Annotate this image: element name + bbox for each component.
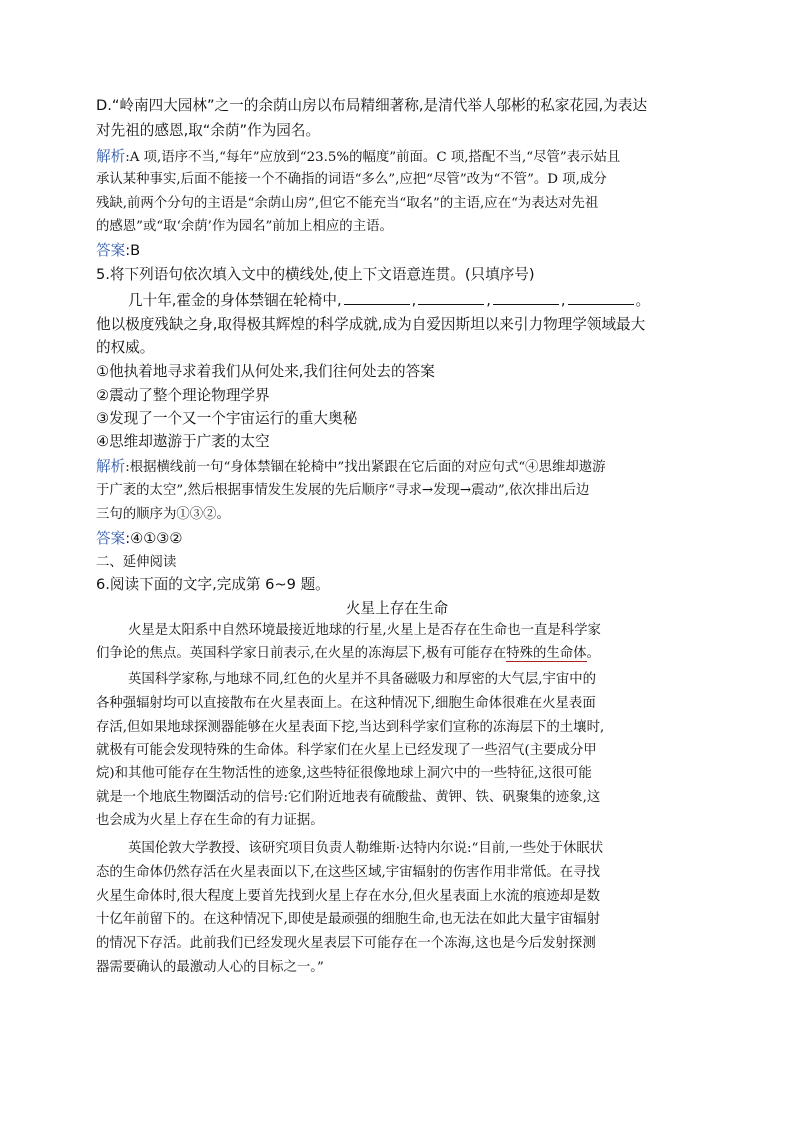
answer-value: :④①③② (125, 530, 183, 547)
article-line: 就是一个地底生物圈活动的信号:它们附近地表有硫酸盐、黄钾、铁、矾聚集的迹象,这 (96, 790, 601, 805)
article-text: 。 (586, 646, 600, 661)
article-line: 就极有可能会发现特殊的生命体。科学家们在火星上已经发现了一些沼气(主要成分甲 (96, 743, 597, 758)
article-line: 存活,但如果地球探测器能够在火星表面下挖,当达到科学家们宣称的冻海层下的土壤时, (96, 720, 605, 735)
separator: , (411, 292, 417, 309)
option-item: ③发现了一个又一个宇宙运行的重大奥秘 (96, 410, 358, 427)
article-line: 的情况下存活。此前我们已经发现火星表层下可能存在一个冻海,这也是今后发射探测 (96, 936, 596, 951)
article-line: 火星生命体时,很大程度上要首先找到火星上存在水分,但火星表面上水流的痕迹却是数 (96, 889, 600, 904)
article-line: 态的生命体仍然存活在火星表面以下,在这些区域,宇宙辐射的伤害作用非常低。在寻找 (96, 865, 600, 880)
analysis-line: 三句的顺序为①③②。 (96, 507, 230, 522)
analysis-label: 解析 (96, 458, 126, 475)
answer-line (96, 529, 182, 549)
analysis-label: 解析 (96, 148, 126, 165)
passage-line (128, 291, 650, 311)
fill-blank (493, 291, 559, 305)
passage-line: 的权威。 (96, 339, 155, 356)
analysis-line: 的感恩”或“取‘余荫’作为园名”前加上相应的主语。 (96, 219, 393, 234)
option-item: ④思维却遨游于广袤的太空 (96, 433, 270, 450)
option-d-line: 对先祖的感恩,取“余荫”作为园名。 (96, 122, 321, 139)
article-line: 各种强辐射均可以直接散布在火星表面上。在这种情况下,细胞生命体很难在火星表面 (96, 696, 596, 711)
article-line: 也会成为火星上存在生命的有力证据。 (96, 813, 324, 828)
passage-line: 他以极度残缺之身,取得极其辉煌的科学成就,成为自爱因斯坦以来引力物理学领域最大 (96, 316, 646, 333)
answer-line (96, 241, 140, 261)
option-item: ①他执着地寻求着我们从何处来,我们往何处去的答案 (96, 363, 435, 380)
separator: , (560, 292, 566, 309)
article-line: 英国科学家称,与地球不同,红色的火星并不具备磁吸力和厚密的大气层,宇宙中的 (128, 672, 597, 687)
article-title: 火星上存在生命 (345, 600, 449, 617)
article-text: 们争论的焦点。英国科学家日前表示,在火星的冻海层下,极有可能存在 (96, 646, 507, 661)
analysis-line: 承认某种事实,后面不能接一个不确指的词语“多么”,应把“尽管”改为“不管”。D 项,成分 (96, 172, 607, 187)
article-line (96, 644, 600, 664)
underlined-phrase: 特殊的生命体 (506, 646, 587, 661)
analysis-line: 于广袤的太空”,然后根据事情发生发展的先后顺序“寻求→发现→震动”,依次排出后边 (96, 483, 590, 498)
question-stem: 6.阅读下面的文字,完成第 6~9 题。 (96, 576, 330, 593)
passage-text: 几十年,霍金的身体禁锢在轮椅中, (128, 292, 342, 309)
section-heading: 二、延伸阅读 (96, 555, 177, 570)
analysis-line (96, 147, 620, 168)
article-line: 烷)和其他可能存在生物活性的迹象,这些特征很像地球上洞穴中的一些特征,这很可能 (96, 766, 592, 781)
separator: 。 (635, 292, 651, 309)
fill-blank (568, 291, 634, 305)
article-line: 火星是太阳系中自然环境最接近地球的行星,火星上是否存在生命也一直是科学家 (128, 623, 601, 638)
fill-blank (344, 291, 410, 305)
separator: , (486, 292, 491, 309)
analysis-line (96, 457, 606, 478)
answer-label: 答案 (96, 530, 126, 547)
analysis-line: 残缺,前两个分句的主语是“余荫山房”,但它不能充当“取名”的主语,应在“为表达对先祖 (96, 196, 599, 211)
answer-label: 答案 (96, 242, 126, 259)
fill-blank (418, 291, 484, 305)
article-line: 英国伦敦大学教授、该研究项目负责人勒维斯·达特内尔说:“目前,一些处于休眠状 (128, 841, 604, 856)
option-d-line: D.“岭南四大园林”之一的余荫山房以布局精细著称,是清代举人邬彬的私家花园,为表达 (96, 97, 648, 114)
question-stem: 5.将下列语句依次填入文中的横线处,使上下文语意连贯。(只填序号) (96, 266, 535, 283)
analysis-text: :根据横线前一句“身体禁锢在轮椅中”找出紧跟在它后面的对应句式“④思维却遨游 (125, 460, 606, 475)
option-item: ②震动了整个理论物理学界 (96, 387, 270, 404)
answer-value: :B (125, 242, 141, 259)
analysis-text: :A 项,语序不当,“每年”应放到“23.5%的幅度”前面。C 项,搭配不当,“尽管”表示姑且 (125, 150, 621, 165)
article-line: 十亿年前留下的。在这种情况下,即使是最顽强的细胞生命,也无法在如此大量宇宙辐射 (96, 912, 600, 927)
article-line: 器需要确认的最激动人心的目标之一。” (96, 960, 324, 975)
